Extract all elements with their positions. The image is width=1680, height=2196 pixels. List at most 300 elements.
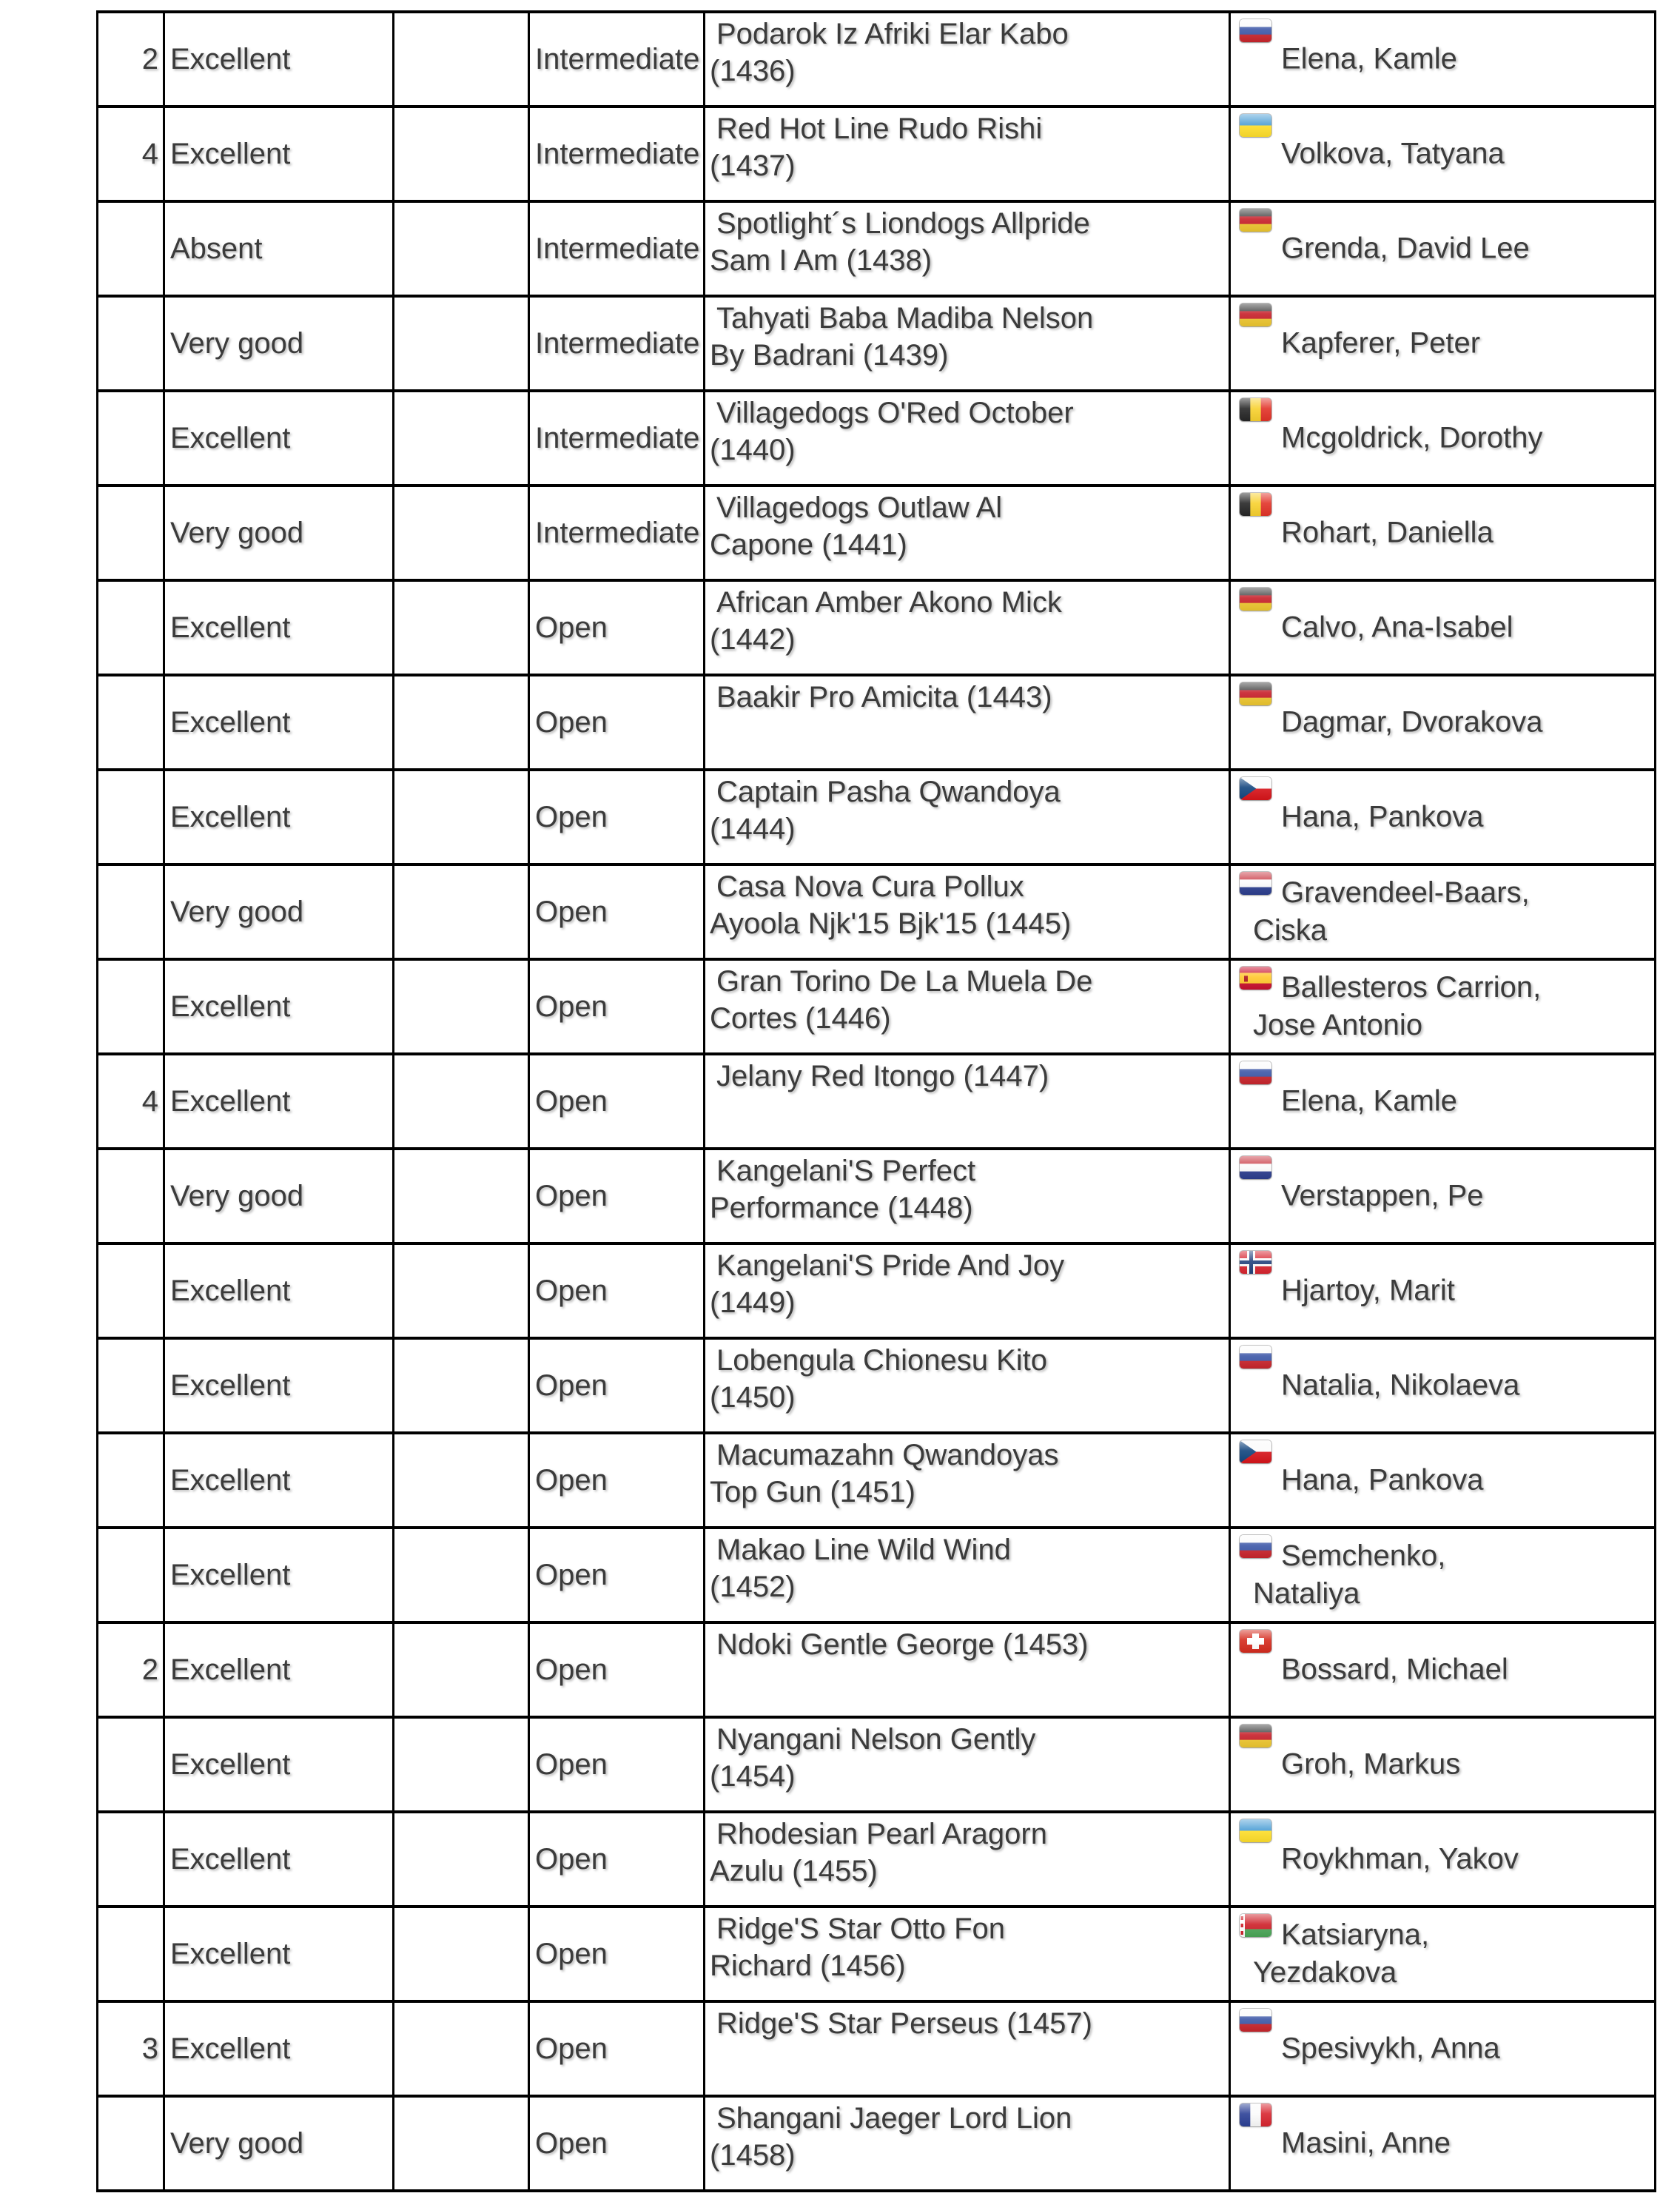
owner-name [1231,2030,1651,2068]
class-value: Intermediate [535,421,700,454]
owner-name [1231,1083,1651,1121]
rank-cell [98,1434,165,1529]
rank-cell [98,676,165,771]
owner-name [1231,135,1651,173]
rank-cell [98,961,165,1055]
owner-name [1231,41,1651,78]
class-value: Open [535,1179,608,1212]
class-cell [530,487,705,582]
owner-name-line: Natalia, Nikolaeva [1281,1369,1520,1402]
rank-cell [98,1245,165,1340]
ukraine-flag [1240,114,1271,137]
class-cell [530,1434,705,1529]
class-cell [530,676,705,771]
class-value: Open [535,1463,608,1497]
rating-value: Excellent [170,1558,291,1591]
owner-name [1231,1651,1651,1689]
owner-name [1231,609,1651,647]
rating-cell [165,866,394,961]
spacer-cell [394,1340,530,1434]
owner-name-line: Ballesteros Carrion, [1281,971,1542,1004]
dog-name-line: Jelany Red Itongo (1447) [716,1060,1049,1092]
spacer-cell [394,1813,530,1908]
spacer-cell [394,108,530,203]
rating-value: Excellent [170,1747,291,1781]
class-value: Open [535,800,608,833]
dog-name-cell [705,1434,1231,1529]
class-value: Open [535,1084,608,1118]
rating-value: Excellent [170,1084,291,1118]
spacer-cell [394,1150,530,1245]
class-cell [530,2003,705,2098]
rank-cell [98,2098,165,2192]
owner-cell [1231,1434,1656,1529]
ukraine-flag [1240,1819,1271,1842]
owner-name-line: Elena, Kamle [1281,1084,1457,1118]
owner-cell [1231,392,1656,487]
class-value: Open [535,611,608,644]
germany-flag [1240,209,1271,232]
class-value: Open [535,705,608,739]
owner-name [1231,1367,1651,1405]
owner-cell [1231,1150,1656,1245]
dog-name-cell [705,1245,1231,1340]
owner-cell [1231,13,1656,108]
dog-name-line: (1437) [710,150,796,182]
owner-cell [1231,487,1656,582]
class-value: Open [535,2032,608,2065]
dog-name-line: Ndoki Gentle George (1453) [716,1628,1089,1661]
class-cell [530,1908,705,2003]
owner-name [1231,420,1651,457]
germany-flag [1240,682,1271,705]
dog-name-cell [705,676,1231,771]
rating-value: Excellent [170,1274,291,1307]
spacer-cell [394,13,530,108]
dog-name-cell [705,1813,1231,1908]
dog-name-line: Azulu (1455) [710,1855,878,1887]
dog-name-line: Cortes (1446) [710,1002,891,1035]
spacer-cell [394,203,530,298]
rank-cell [98,203,165,298]
rating-cell [165,487,394,582]
dog-name-line: Kangelani'S Pride And Joy [716,1249,1065,1282]
spacer-cell [394,298,530,392]
rating-cell [165,961,394,1055]
spacer-cell [394,1434,530,1529]
class-value: Intermediate [535,137,700,170]
dog-name-line: Top Gun (1451) [710,1476,915,1508]
dog-name-line: (1450) [710,1381,796,1414]
netherlands-flag [1240,1156,1271,1179]
class-cell [530,582,705,676]
owner-name-line: Gravendeel-Baars, [1281,876,1530,909]
class-value: Intermediate [535,326,700,360]
owner-name-line: Dagmar, Dvorakova [1281,705,1543,739]
owner-name-line: Grenda, David Lee [1281,232,1530,265]
class-value: Open [535,1747,608,1781]
dog-name-line: Ridge'S Star Perseus (1457) [716,2007,1092,2040]
owner-name [1231,969,1651,1044]
rating-value: Absent [170,232,263,265]
owner-cell [1231,1055,1656,1150]
rating-value: Excellent [170,42,291,75]
dog-name-line: Red Hot Line Rudo Rishi [716,113,1043,145]
class-cell [530,1150,705,1245]
dog-name-cell [705,771,1231,866]
russia-flag [1240,2009,1271,2032]
rating-cell [165,771,394,866]
rank-cell [98,1055,165,1150]
dog-name-line: By Badrani (1439) [710,339,949,372]
dog-name-cell [705,2003,1231,2098]
germany-flag [1240,588,1271,611]
rank-cell [98,1908,165,2003]
belgium-flag [1240,398,1271,421]
dog-name-cell [705,1150,1231,1245]
spacer-cell [394,2098,530,2192]
dog-name-cell [705,487,1231,582]
russia-flag [1240,19,1271,42]
rank-cell [98,13,165,108]
owner-cell [1231,961,1656,1055]
owner-name-line: Calvo, Ana-Isabel [1281,611,1513,644]
dog-name-line: (1458) [710,2139,796,2172]
spacer-cell [394,392,530,487]
class-value: Open [535,1653,608,1686]
rating-value: Excellent [170,421,291,454]
dog-name-line: Macumazahn Qwandoyas [716,1439,1059,1471]
dog-name-cell [705,13,1231,108]
rank-cell [98,582,165,676]
owner-cell [1231,298,1656,392]
owner-name [1231,1746,1651,1784]
class-value: Intermediate [535,232,700,265]
results-table [96,10,1656,2192]
dog-name-cell [705,2098,1231,2192]
rating-value: Very good [170,2126,304,2160]
class-cell [530,108,705,203]
spacer-cell [394,1719,530,1813]
owner-name-line: Kapferer, Peter [1281,326,1481,360]
rating-value: Very good [170,1179,304,1212]
owner-cell [1231,866,1656,961]
rating-cell [165,1150,394,1245]
rating-cell [165,1908,394,2003]
class-cell [530,771,705,866]
rating-value: Excellent [170,990,291,1023]
class-value: Open [535,2126,608,2160]
dog-name-line: Casa Nova Cura Pollux [716,870,1024,903]
rank-cell [98,2003,165,2098]
rating-value: Very good [170,895,304,928]
owner-name-line: Bossard, Michael [1281,1653,1508,1686]
dog-name-cell [705,1908,1231,2003]
spacer-cell [394,1908,530,2003]
owner-cell [1231,2098,1656,2192]
dog-name-line: Captain Pasha Qwandoya [716,776,1061,808]
dog-name-cell [705,866,1231,961]
class-value: Open [535,1274,608,1307]
dog-name-line: (1449) [710,1286,796,1319]
dog-name-cell [705,203,1231,298]
owner-name-line: Groh, Markus [1281,1747,1461,1781]
owner-name [1231,1916,1651,1992]
rating-value: Excellent [170,800,291,833]
dog-name-line: Sam I Am (1438) [710,244,933,277]
spacer-cell [394,1245,530,1340]
spacer-cell [394,487,530,582]
rank-cell [98,392,165,487]
rank-value: 4 [141,137,158,170]
owner-name-line: Spesivykh, Anna [1281,2032,1500,2065]
dog-name-line: Ayoola Njk'15 Bjk'15 (1445) [710,907,1072,940]
dog-name-line: Nyangani Nelson Gently [716,1723,1036,1756]
rating-value: Excellent [170,705,291,739]
class-cell [530,392,705,487]
spacer-cell [394,866,530,961]
rating-value: Excellent [170,2032,291,2065]
rating-value: Very good [170,326,304,360]
owner-name [1231,514,1651,552]
rating-cell [165,2003,394,2098]
owner-cell [1231,1719,1656,1813]
owner-name [1231,1272,1651,1310]
dog-name-line: Capone (1441) [710,528,907,561]
owner-name [1231,1537,1651,1613]
owner-name-line: Yezdakova [1253,1956,1397,1989]
rating-value: Excellent [170,1937,291,1970]
dog-name-cell [705,1055,1231,1150]
rating-value: Excellent [170,1369,291,1402]
owner-name-line: Elena, Kamle [1281,42,1457,75]
rank-value: 2 [141,42,158,75]
rating-cell [165,1245,394,1340]
dog-name-line: Gran Torino De La Muela De [716,965,1093,998]
dog-name-line: (1452) [710,1571,796,1603]
class-cell [530,298,705,392]
owner-name [1231,704,1651,742]
owner-name-line: Katsiaryna, [1281,1918,1430,1951]
owner-cell [1231,203,1656,298]
dog-name-line: (1444) [710,813,796,845]
dog-name-cell [705,1340,1231,1434]
rank-value: 2 [141,1653,158,1686]
norway-flag [1240,1251,1271,1274]
dog-name-cell [705,1529,1231,1624]
rating-cell [165,1055,394,1150]
belgium-flag [1240,493,1271,516]
dog-name-line: African Amber Akono Mick [716,586,1062,619]
owner-name-line: Roykhman, Yakov [1281,1842,1519,1876]
rating-cell [165,1624,394,1719]
rating-value: Excellent [170,1463,291,1497]
rating-cell [165,1434,394,1529]
rating-value: Excellent [170,1842,291,1876]
rating-cell [165,1340,394,1434]
owner-name-line: Hana, Pankova [1281,800,1484,833]
owner-name [1231,325,1651,363]
owner-cell [1231,1813,1656,1908]
dog-name-line: (1442) [710,623,796,656]
class-value: Open [535,1558,608,1591]
dog-name-line: Ridge'S Star Otto Fon [716,1913,1006,1945]
owner-name-line: Mcgoldrick, Dorothy [1281,421,1543,454]
class-value: Intermediate [535,42,700,75]
owner-name-line: Semchenko, [1281,1539,1446,1572]
spacer-cell [394,1529,530,1624]
rating-cell [165,1813,394,1908]
owner-name-line: Hjartoy, Marit [1281,1274,1455,1307]
dog-name-line: Baakir Pro Amicita (1443) [716,681,1052,713]
switzerland-flag [1240,1630,1271,1653]
dog-name-line: Villagedogs O'Red October [716,397,1074,429]
rank-cell [98,1719,165,1813]
class-cell [530,1719,705,1813]
spacer-cell [394,771,530,866]
dog-name-line: Podarok Iz Afriki Elar Kabo [716,18,1069,50]
class-value: Open [535,895,608,928]
owner-name-line: Nataliya [1253,1577,1360,1610]
owner-name [1231,1841,1651,1878]
rank-cell [98,866,165,961]
rank-value: 3 [141,2032,158,2065]
class-cell [530,1624,705,1719]
rank-cell [98,108,165,203]
rating-value: Very good [170,516,304,549]
class-cell [530,13,705,108]
owner-cell [1231,582,1656,676]
owner-cell [1231,1245,1656,1340]
dog-name-line: Tahyati Baba Madiba Nelson [716,302,1094,335]
rating-cell [165,676,394,771]
rating-cell [165,392,394,487]
spacer-cell [394,676,530,771]
owner-name-line: Masini, Anne [1281,2126,1451,2160]
rating-value: Excellent [170,1653,291,1686]
class-cell [530,1245,705,1340]
dog-name-line: Richard (1456) [710,1950,906,1982]
spacer-cell [394,961,530,1055]
dog-name-line: Kangelani'S Perfect [716,1155,976,1187]
dog-name-cell [705,961,1231,1055]
owner-cell [1231,771,1656,866]
dog-name-line: Makao Line Wild Wind [716,1534,1011,1566]
owner-name-line: Volkova, Tatyana [1281,137,1505,170]
rating-cell [165,582,394,676]
dog-name-line: Spotlight´s Liondogs Allpride [716,207,1090,240]
rank-cell [98,487,165,582]
spacer-cell [394,1624,530,1719]
dog-name-line: (1440) [710,434,796,466]
rating-value: Excellent [170,137,291,170]
russia-flag [1240,1061,1271,1084]
spacer-cell [394,1055,530,1150]
owner-name [1231,799,1651,836]
owner-cell [1231,1624,1656,1719]
dog-name-cell [705,298,1231,392]
class-value: Open [535,1842,608,1876]
class-cell [530,1055,705,1150]
class-value: Open [535,1369,608,1402]
rank-cell [98,1529,165,1624]
class-value: Intermediate [535,516,700,549]
germany-flag [1240,1725,1271,1747]
owner-cell [1231,1908,1656,2003]
dog-name-cell [705,582,1231,676]
dog-name-line: Shangani Jaeger Lord Lion [716,2102,1072,2135]
dog-name-line: Rhodesian Pearl Aragorn [716,1818,1047,1850]
dog-name-line: Lobengula Chionesu Kito [716,1344,1048,1377]
class-cell [530,203,705,298]
dog-name-line: Villagedogs Outlaw Al [716,491,1003,524]
rating-cell [165,203,394,298]
czech-republic-flag [1240,1440,1271,1463]
owner-cell [1231,676,1656,771]
spacer-cell [394,2003,530,2098]
czech-republic-flag [1240,777,1271,800]
owner-name-line: Verstappen, Pe [1281,1179,1484,1212]
owner-name-line: Rohart, Daniella [1281,516,1493,549]
rank-cell [98,1813,165,1908]
owner-name-line: Hana, Pankova [1281,1463,1484,1497]
rating-cell [165,108,394,203]
rank-cell [98,771,165,866]
rating-cell [165,2098,394,2192]
class-value: Open [535,1937,608,1970]
class-cell [530,1340,705,1434]
rank-cell [98,1624,165,1719]
spacer-cell [394,582,530,676]
france-flag [1240,2103,1271,2126]
rating-cell [165,1529,394,1624]
rating-cell [165,298,394,392]
class-cell [530,961,705,1055]
rank-cell [98,298,165,392]
owner-name [1231,230,1651,268]
owner-name [1231,2125,1651,2163]
rank-cell [98,1150,165,1245]
dog-name-cell [705,108,1231,203]
dog-name-cell [705,1719,1231,1813]
owner-name [1231,1178,1651,1215]
germany-flag [1240,303,1271,326]
owner-cell [1231,1529,1656,1624]
class-cell [530,866,705,961]
owner-name-line: Ciska [1253,914,1328,947]
owner-name [1231,874,1651,950]
dog-name-line: (1454) [710,1760,796,1793]
class-value: Open [535,990,608,1023]
owner-cell [1231,108,1656,203]
dog-name-line: (1436) [710,55,796,87]
dog-name-line: Performance (1448) [710,1192,973,1224]
owner-cell [1231,2003,1656,2098]
rating-value: Excellent [170,611,291,644]
class-cell [530,2098,705,2192]
class-cell [530,1529,705,1624]
rating-cell [165,13,394,108]
russia-flag [1240,1346,1271,1369]
owner-name-line: Jose Antonio [1253,1009,1423,1041]
dog-name-cell [705,392,1231,487]
rank-value: 4 [141,1084,158,1118]
owner-cell [1231,1340,1656,1434]
owner-name [1231,1462,1651,1500]
class-cell [530,1813,705,1908]
rating-cell [165,1719,394,1813]
dog-name-cell [705,1624,1231,1719]
